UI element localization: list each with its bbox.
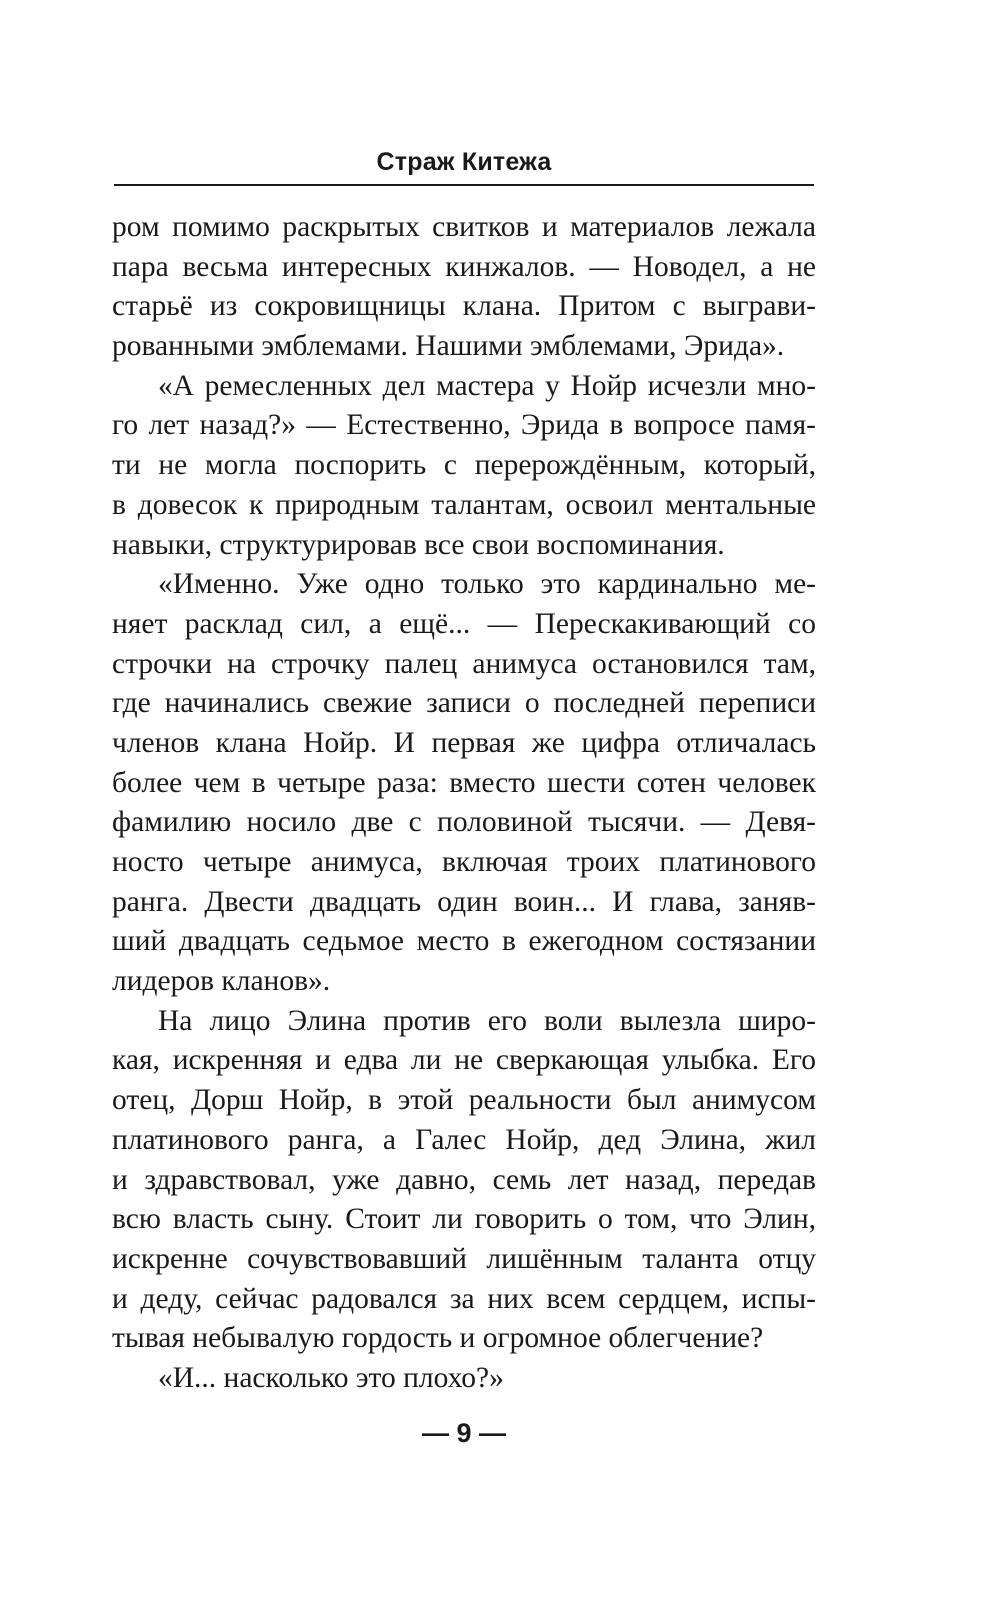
text-line: платинового ранга, а Галес Нойр, дед Элина, жил <box>112 1123 816 1156</box>
paragraph <box>112 367 816 565</box>
text-line: рованными эмблемами. Нашими эмблемами, Эрида». <box>112 330 785 363</box>
header-rule <box>114 184 814 186</box>
text-line: строчки на строчку палец анимуса остановился там, <box>112 647 816 680</box>
paragraph <box>112 565 816 1002</box>
text-line: ром помимо раскрытых свитков и материалов лежала <box>112 211 816 243</box>
text-line: фамилию носило две с половиной тысячи. — Девя- <box>112 806 816 839</box>
text-line: всю власть сыну. Стоит ли говорить о том, что Элин, <box>112 1203 816 1236</box>
paragraph <box>112 208 816 367</box>
text-line: ранга. Двести двадцать один воин... И глава, заняв- <box>112 885 816 918</box>
text-line: в довесок к природным талантам, освоил ментальные <box>112 488 816 521</box>
text-line: навыки, структурировав все свои воспоминания. <box>112 528 725 561</box>
text-line: «А ремесленных дел мастера у Нойр исчезли мно- <box>158 369 816 402</box>
text-line: «Именно. Уже одно только это кардинально ме- <box>158 568 816 601</box>
text-line: кая, искренняя и едва ли не сверкающая улыбка. Его <box>112 1044 816 1077</box>
text-line: и деду, сейчас радовался за них всем сердцем, испы- <box>112 1282 816 1315</box>
text-line: ти не могла поспорить с перерождённым, который, <box>112 449 816 482</box>
text-line: более чем в четыре раза: вместо шести сотен человек <box>112 766 816 799</box>
text-line: лидеров кланов». <box>112 965 331 998</box>
text-line: носто четыре анимуса, включая троих платинового <box>112 846 816 878</box>
page-body <box>112 208 816 1399</box>
text-line: членов клана Нойр. И первая же цифра отличалась <box>112 726 816 759</box>
running-head-title: Страж Китежа <box>376 148 552 176</box>
text-line: няет расклад сил, а ещё... — Перескакивающий со <box>112 607 816 640</box>
text-line: искренне сочувствовавший лишённым таланта отцу <box>112 1242 816 1275</box>
text-line: пара весьма интересных кинжалов. — Новодел, а не <box>112 250 816 283</box>
paragraph <box>112 1002 816 1359</box>
text-line: старьё из сокровищницы клана. Притом с выграви- <box>112 290 816 323</box>
page-number: — 9 — <box>421 1418 507 1448</box>
text-line: отец, Дорш Нойр, в этой реальности был анимусом <box>112 1084 816 1117</box>
text-line: го лет назад?» — Естественно, Эрида в вопросе памя- <box>112 409 816 442</box>
text-line: где начинались свежие записи о последней переписи <box>112 687 816 720</box>
paragraph <box>112 1359 816 1399</box>
text-line: «И... насколько это плохо?» <box>158 1361 504 1394</box>
text-line: ший двадцать седьмое место в ежегодном состязании <box>112 925 816 958</box>
text-line: тывая небывалую гордость и огромное облегчение? <box>112 1322 764 1355</box>
text-line: и здравствовал, уже давно, семь лет назад, передав <box>112 1163 816 1196</box>
text-line: На лицо Элина против его воли вылезла широ- <box>158 1004 816 1037</box>
